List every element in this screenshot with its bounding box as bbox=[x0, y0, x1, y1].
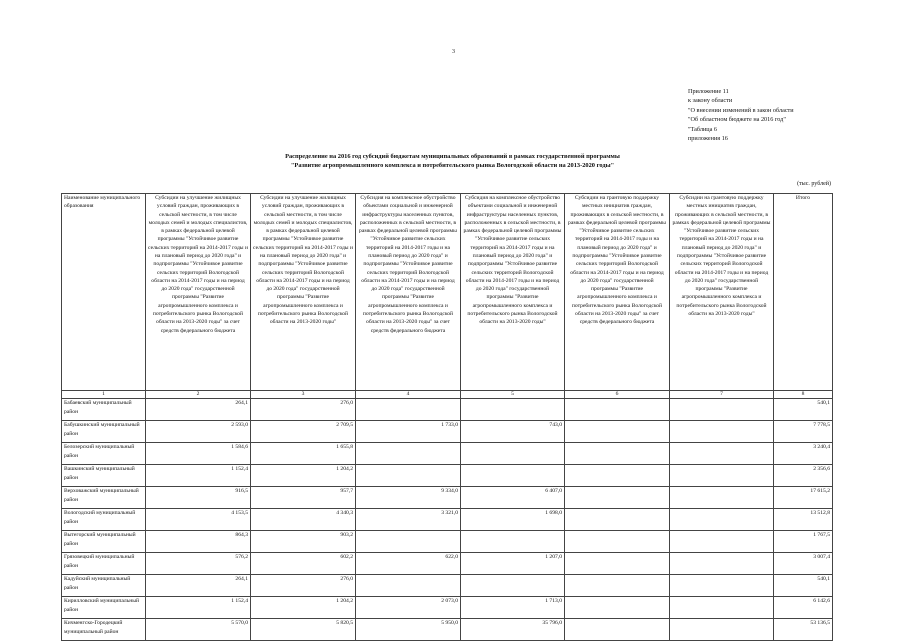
table-row bbox=[62, 575, 833, 597]
value-cell: 602,2 bbox=[251, 553, 356, 575]
column-header: Субсидии на улучшение жилищных условий граждан, проживающих в сельской местности, в том числе молодых семей и молодых специалистов, в рамках федеральной целевой программы "Устойчивое развитие сельских территорий на 2014-2017 годы и на плановый период до 2020 года" и подпрограммы "Устойчивое развитие сельских территорий Вологодской области на 2014-2017 годы и на период до 2020 года" государственной программы "Развитие агропромышленного комплекса и потребительского рынка Вологодской области на 2013-2020 годы" за счет средств федерального бюджета bbox=[146, 194, 251, 391]
value-cell: 1 713,0 bbox=[461, 597, 565, 619]
total-cell: 540,1 bbox=[774, 399, 833, 421]
value-cell: 903,2 bbox=[251, 531, 356, 553]
value-cell bbox=[670, 597, 774, 619]
column-number: 7 bbox=[670, 391, 774, 399]
column-header: Субсидия на комплексное обустройство объектами социальной и инженерной инфраструктуры населенных пунктов, расположенных в сельской местности, в рамках федеральной целевой программы "Устойчивое развитие сельских территорий на 2014-2017 годы и на плановый период до 2020 года" и подпрограммы "Устойчивое развитие сельских территорий Вологодской области на 2014-2017 годы и на период до 2020 года" государственной программы "Развитие агропромышленного комплекса и потребительского рынка Вологодской области на 2013-2020 годы" bbox=[461, 194, 565, 391]
table-row bbox=[62, 553, 833, 575]
value-cell bbox=[670, 575, 774, 597]
value-cell: 6 407,0 bbox=[461, 487, 565, 509]
unit-label: (тыс. рублей) bbox=[797, 181, 831, 187]
value-cell bbox=[565, 553, 670, 575]
value-cell: 5 950,0 bbox=[356, 619, 461, 641]
value-cell: 2 073,0 bbox=[356, 597, 461, 619]
value-cell bbox=[356, 575, 461, 597]
document-title bbox=[90, 152, 815, 170]
page-number: 3 bbox=[452, 49, 455, 55]
value-cell: 2 709,5 bbox=[251, 421, 356, 443]
table-row bbox=[62, 509, 833, 531]
table-row bbox=[62, 399, 833, 421]
table-header-row bbox=[62, 194, 833, 391]
value-cell bbox=[356, 443, 461, 465]
appendix-line: к закону области bbox=[688, 97, 733, 105]
total-cell: 53 136,5 bbox=[774, 619, 833, 641]
value-cell: 264,1 bbox=[146, 399, 251, 421]
value-cell: 916,5 bbox=[146, 487, 251, 509]
appendix-line: приложения 16 bbox=[688, 135, 728, 143]
appendix-note bbox=[688, 87, 794, 143]
table-row bbox=[62, 421, 833, 443]
value-cell: 35 796,0 bbox=[461, 619, 565, 641]
value-cell bbox=[565, 597, 670, 619]
appendix-line: "О внесении изменений в закон области bbox=[688, 106, 794, 114]
region-name-cell: Бабаевский муниципальный район bbox=[62, 399, 146, 421]
value-cell: 1 584,6 bbox=[146, 443, 251, 465]
total-cell: 540,1 bbox=[774, 575, 833, 597]
value-cell bbox=[565, 487, 670, 509]
value-cell bbox=[461, 443, 565, 465]
table-row bbox=[62, 597, 833, 619]
total-cell: 1 767,5 bbox=[774, 531, 833, 553]
region-name-cell: Кирилловский муниципальный район bbox=[62, 597, 146, 619]
total-cell: 3 007,4 bbox=[774, 553, 833, 575]
value-cell bbox=[565, 465, 670, 487]
column-header: Наименование муниципального образования bbox=[62, 194, 146, 391]
region-name-cell: Кичменгско-Городецкий муниципальный район bbox=[62, 619, 146, 641]
value-cell: 864,3 bbox=[146, 531, 251, 553]
region-name-cell: Вашкинский муниципальный район bbox=[62, 465, 146, 487]
total-cell: 13 512,8 bbox=[774, 509, 833, 531]
column-header: Субсидии на улучшение жилищных условий граждан, проживающих в сельской местности, в том числе молодых семей и молодых специалистов, в рамках федеральной целевой программы "Устойчивое развитие сельских территорий на 2014-2017 годы и на плановый период до 2020 года" и подпрограммы "Устойчивое развитие сельских территорий Вологодской области на 2014-2017 годы и на период до 2020 года" государственной программы "Развитие агропромышленного комплекса и потребительского рынка Вологодской области на 2013-2020 годы" bbox=[251, 194, 356, 391]
region-name-cell: Кадуйский муниципальный район bbox=[62, 575, 146, 597]
value-cell bbox=[565, 399, 670, 421]
value-cell: 5 820,5 bbox=[251, 619, 356, 641]
value-cell bbox=[461, 575, 565, 597]
table-row bbox=[62, 531, 833, 553]
value-cell: 9 334,0 bbox=[356, 487, 461, 509]
value-cell bbox=[670, 443, 774, 465]
table-row bbox=[62, 465, 833, 487]
appendix-line: Приложение 11 bbox=[688, 88, 729, 95]
value-cell bbox=[670, 619, 774, 641]
value-cell: 622,0 bbox=[356, 553, 461, 575]
value-cell bbox=[565, 443, 670, 465]
region-name-cell: Верховажский муниципальный район bbox=[62, 487, 146, 509]
value-cell bbox=[565, 619, 670, 641]
column-number: 6 bbox=[565, 391, 670, 399]
value-cell: 1 204,2 bbox=[251, 465, 356, 487]
column-header: Субсидии на грантовую поддержку местных инициатив граждан, проживающих в сельской местности, в рамках федеральной целевой программы "Устойчивое развитие сельских территорий на 2014-2017 годы и на плановый период до 2020 года" и подпрограммы "Устойчивое развитие сельских территорий Вологодской области на 2014-2017 годы и на период до 2020 года" государственной программы "Развитие агропромышленного комплекса и потребительского рынка Вологодской области на 2013-2020 годы" за счет средств федерального бюджета bbox=[565, 194, 670, 391]
value-cell: 3 321,0 bbox=[356, 509, 461, 531]
value-cell: 264,1 bbox=[146, 575, 251, 597]
value-cell bbox=[356, 399, 461, 421]
value-cell bbox=[670, 399, 774, 421]
column-number: 4 bbox=[356, 391, 461, 399]
value-cell bbox=[461, 399, 565, 421]
value-cell: 5 570,0 bbox=[146, 619, 251, 641]
appendix-line: "Таблица 6 bbox=[688, 125, 717, 133]
title-line-1: Распределение на 2016 год субсидий бюджетам муниципальных образований в рамках государственной программы bbox=[285, 153, 620, 160]
total-cell: 2 356,6 bbox=[774, 465, 833, 487]
region-name-cell: Бабушкинский муниципальный район bbox=[62, 421, 146, 443]
column-number: 5 bbox=[461, 391, 565, 399]
table-row bbox=[62, 487, 833, 509]
table-row bbox=[62, 619, 833, 641]
column-header: Итого bbox=[774, 194, 833, 391]
value-cell bbox=[565, 421, 670, 443]
value-cell bbox=[356, 465, 461, 487]
value-cell: 1 698,0 bbox=[461, 509, 565, 531]
value-cell bbox=[670, 487, 774, 509]
value-cell: 743,0 bbox=[461, 421, 565, 443]
value-cell: 957,7 bbox=[251, 487, 356, 509]
value-cell: 276,0 bbox=[251, 575, 356, 597]
value-cell: 1 655,8 bbox=[251, 443, 356, 465]
total-cell: 7 778,5 bbox=[774, 421, 833, 443]
region-name-cell: Вытегорский муниципальный район bbox=[62, 531, 146, 553]
value-cell: 2 593,0 bbox=[146, 421, 251, 443]
value-cell bbox=[670, 531, 774, 553]
region-name-cell: Грязовецкий муниципальный район bbox=[62, 553, 146, 575]
value-cell bbox=[670, 465, 774, 487]
value-cell: 1 204,2 bbox=[251, 597, 356, 619]
value-cell bbox=[565, 509, 670, 531]
value-cell bbox=[565, 575, 670, 597]
value-cell: 1 152,4 bbox=[146, 465, 251, 487]
column-number: 1 bbox=[62, 391, 146, 399]
column-header: Субсидия на комплексное обустройство объектами социальной и инженерной инфраструктуры населенных пунктов, расположенных в сельской местности, в рамках федеральной целевой программы "Устойчивое развитие сельских территорий на 2014-2017 годы и на плановый период до 2020 года" и подпрограммы "Устойчивое развитие сельских территорий Вологодской области на 2014-2017 годы и на период до 2020 года" государственной программы "Развитие агропромышленного комплекса и потребительского рынка Вологодской области на 2013-2020 годы" за счет средств федерального бюджета bbox=[356, 194, 461, 391]
column-header: Субсидии на грантовую поддержку местных инициатив граждан, проживающих в сельской местности, в рамках федеральной целевой программы "Устойчивое развитие сельских территорий на 2014-2017 годы и на плановый период до 2020 года" и подпрограммы "Устойчивое развитие сельских территорий Вологодской области на 2014-2017 годы и на период до 2020 года" государственной программы "Развитие агропромышленного комплекса и потребительского рынка Вологодской области на 2013-2020 годы" bbox=[670, 194, 774, 391]
column-number: 8 bbox=[774, 391, 833, 399]
table-row bbox=[62, 443, 833, 465]
value-cell bbox=[670, 553, 774, 575]
value-cell bbox=[461, 531, 565, 553]
column-number: 2 bbox=[146, 391, 251, 399]
value-cell bbox=[670, 421, 774, 443]
column-number: 3 bbox=[251, 391, 356, 399]
region-name-cell: Вологодский муниципальный район bbox=[62, 509, 146, 531]
total-cell: 17 615,2 bbox=[774, 487, 833, 509]
value-cell bbox=[461, 465, 565, 487]
value-cell: 1 152,4 bbox=[146, 597, 251, 619]
column-number-row bbox=[62, 391, 833, 399]
value-cell: 1 207,0 bbox=[461, 553, 565, 575]
title-line-2: "Развитие агропромышленного комплекса и потребительского рынка Вологодской области на 2013-2020 годы" bbox=[290, 162, 615, 169]
value-cell: 276,0 bbox=[251, 399, 356, 421]
value-cell: 4 340,3 bbox=[251, 509, 356, 531]
region-name-cell: Белозерский муниципальный район bbox=[62, 443, 146, 465]
appendix-line: "Об областном бюджете на 2016 год" bbox=[688, 116, 786, 124]
table-body bbox=[62, 194, 833, 641]
value-cell: 4 153,5 bbox=[146, 509, 251, 531]
value-cell bbox=[565, 531, 670, 553]
value-cell: 1 733,0 bbox=[356, 421, 461, 443]
subsidy-table bbox=[61, 193, 833, 641]
total-cell: 3 240,4 bbox=[774, 443, 833, 465]
value-cell bbox=[670, 509, 774, 531]
total-cell: 6 142,6 bbox=[774, 597, 833, 619]
value-cell bbox=[356, 531, 461, 553]
value-cell: 576,2 bbox=[146, 553, 251, 575]
